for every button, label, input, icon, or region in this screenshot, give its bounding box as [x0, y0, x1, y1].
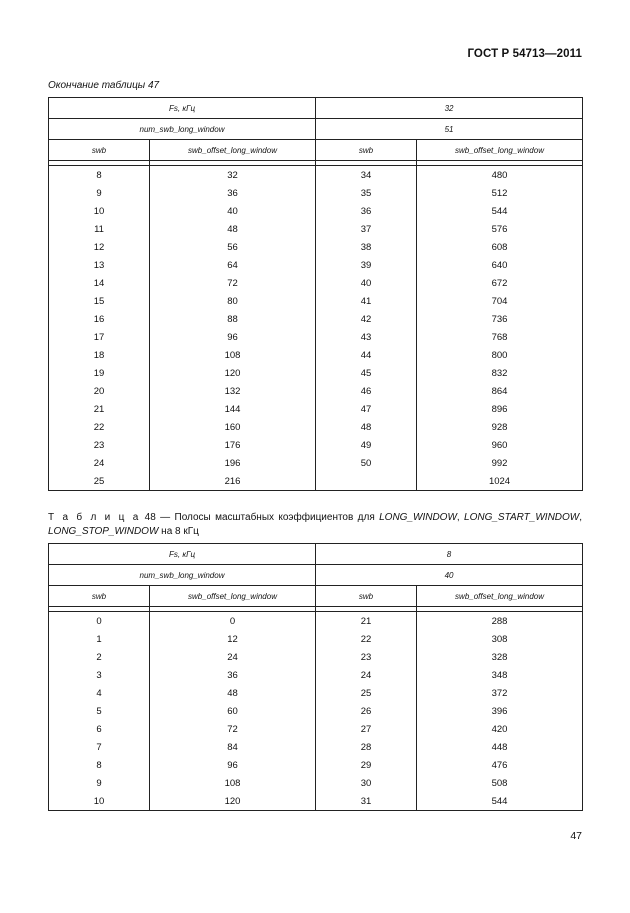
offset-cell: 960	[417, 436, 583, 454]
caption-separator: ,	[579, 512, 583, 523]
table-row	[49, 792, 583, 811]
offset-cell: 56	[150, 238, 316, 256]
table-row	[49, 364, 583, 382]
swb-cell: 22	[49, 418, 150, 436]
offset-cell: 48	[150, 684, 316, 702]
swb-cell: 37	[316, 220, 417, 238]
document-code: ГОСТ Р 54713—2011	[467, 48, 582, 60]
swb-cell: 23	[316, 648, 417, 666]
swb-cell: 44	[316, 346, 417, 364]
offset-cell: 36	[150, 184, 316, 202]
fs-value-cell: 8	[316, 544, 583, 565]
offset-cell: 864	[417, 382, 583, 400]
offset-cell: 120	[150, 364, 316, 382]
table-48	[48, 543, 583, 811]
swb-cell: 15	[49, 292, 150, 310]
table-row	[49, 666, 583, 684]
swb-cell: 8	[49, 166, 150, 185]
offset-cell: 0	[150, 612, 316, 631]
offset-cell: 80	[150, 292, 316, 310]
table-row	[49, 382, 583, 400]
table-row	[49, 454, 583, 472]
swb-cell: 35	[316, 184, 417, 202]
offset-cell: 672	[417, 274, 583, 292]
swb-cell: 1	[49, 630, 150, 648]
swb-cell: 47	[316, 400, 417, 418]
offset-cell: 64	[150, 256, 316, 274]
offset-cell: 120	[150, 792, 316, 811]
swb-cell: 16	[49, 310, 150, 328]
swb-cell: 46	[316, 382, 417, 400]
offset-cell: 96	[150, 328, 316, 346]
offset-cell: 768	[417, 328, 583, 346]
table-row	[49, 310, 583, 328]
swb-cell: 43	[316, 328, 417, 346]
num-swb-value-cell: 40	[316, 565, 583, 586]
table-row	[49, 400, 583, 418]
swb-cell: 21	[49, 400, 150, 418]
caption-term-long-window: LONG_WINDOW	[379, 512, 457, 523]
swb-cell: 38	[316, 238, 417, 256]
column-header-offset: swb_offset_long_window	[417, 586, 583, 607]
swb-cell: 12	[49, 238, 150, 256]
offset-cell: 576	[417, 220, 583, 238]
table-row	[49, 684, 583, 702]
offset-cell: 196	[150, 454, 316, 472]
table-48-body	[49, 612, 583, 811]
offset-cell: 108	[150, 774, 316, 792]
offset-cell: 800	[417, 346, 583, 364]
table-row	[49, 756, 583, 774]
swb-cell: 26	[316, 702, 417, 720]
table-row	[49, 274, 583, 292]
column-header-offset: swb_offset_long_window	[150, 586, 316, 607]
swb-cell: 40	[316, 274, 417, 292]
swb-cell: 20	[49, 382, 150, 400]
table-47	[48, 97, 583, 491]
swb-cell: 34	[316, 166, 417, 185]
column-header-swb: swb	[49, 140, 150, 161]
column-header-offset: swb_offset_long_window	[150, 140, 316, 161]
offset-cell: 396	[417, 702, 583, 720]
swb-cell	[316, 472, 417, 491]
swb-cell: 17	[49, 328, 150, 346]
table-row	[49, 184, 583, 202]
caption-term-long-start-window: LONG_START_WINDOW	[464, 512, 580, 523]
table-row	[49, 738, 583, 756]
offset-cell: 992	[417, 454, 583, 472]
offset-cell: 736	[417, 310, 583, 328]
offset-cell: 84	[150, 738, 316, 756]
caption-suffix: на 8 кГц	[158, 526, 199, 537]
fs-label-cell: Fs, кГц	[49, 98, 316, 119]
offset-cell: 448	[417, 738, 583, 756]
fs-value-cell: 32	[316, 98, 583, 119]
offset-cell: 508	[417, 774, 583, 792]
caption-prefix: Т а б л и ц а	[48, 512, 141, 523]
offset-cell: 328	[417, 648, 583, 666]
offset-cell: 36	[150, 666, 316, 684]
swb-cell: 19	[49, 364, 150, 382]
offset-cell: 108	[150, 346, 316, 364]
offset-cell: 928	[417, 418, 583, 436]
offset-cell: 40	[150, 202, 316, 220]
swb-cell: 11	[49, 220, 150, 238]
table-row	[49, 472, 583, 491]
swb-cell: 18	[49, 346, 150, 364]
offset-cell: 24	[150, 648, 316, 666]
table-row	[49, 630, 583, 648]
swb-cell: 4	[49, 684, 150, 702]
offset-cell: 476	[417, 756, 583, 774]
offset-cell: 608	[417, 238, 583, 256]
swb-cell: 48	[316, 418, 417, 436]
offset-cell: 88	[150, 310, 316, 328]
caption-term-long-stop-window: LONG_STOP_WINDOW	[48, 526, 159, 537]
table-row	[49, 774, 583, 792]
table-row	[49, 720, 583, 738]
table-row	[49, 346, 583, 364]
column-header-swb: swb	[316, 586, 417, 607]
swb-cell: 21	[316, 612, 417, 631]
page-number: 47	[570, 830, 582, 842]
offset-cell: 96	[150, 756, 316, 774]
swb-cell: 36	[316, 202, 417, 220]
offset-cell: 832	[417, 364, 583, 382]
swb-cell: 9	[49, 774, 150, 792]
caption-separator: ,	[456, 512, 465, 523]
swb-cell: 10	[49, 792, 150, 811]
swb-cell: 0	[49, 612, 150, 631]
swb-cell: 41	[316, 292, 417, 310]
column-header-swb: swb	[316, 140, 417, 161]
offset-cell: 544	[417, 202, 583, 220]
offset-cell: 896	[417, 400, 583, 418]
table-row	[49, 702, 583, 720]
offset-cell: 420	[417, 720, 583, 738]
swb-cell: 29	[316, 756, 417, 774]
offset-cell: 144	[150, 400, 316, 418]
offset-cell: 704	[417, 292, 583, 310]
offset-cell: 176	[150, 436, 316, 454]
column-header-swb: swb	[49, 586, 150, 607]
swb-cell: 2	[49, 648, 150, 666]
table-row	[49, 436, 583, 454]
offset-cell: 308	[417, 630, 583, 648]
swb-cell: 42	[316, 310, 417, 328]
swb-cell: 30	[316, 774, 417, 792]
swb-cell: 9	[49, 184, 150, 202]
offset-cell: 12	[150, 630, 316, 648]
offset-cell: 132	[150, 382, 316, 400]
offset-cell: 544	[417, 792, 583, 811]
swb-cell: 22	[316, 630, 417, 648]
table-row	[49, 292, 583, 310]
swb-cell: 14	[49, 274, 150, 292]
caption-number: 48	[144, 512, 156, 523]
column-header-offset: swb_offset_long_window	[417, 140, 583, 161]
offset-cell: 160	[150, 418, 316, 436]
swb-cell: 49	[316, 436, 417, 454]
offset-cell: 640	[417, 256, 583, 274]
offset-cell: 348	[417, 666, 583, 684]
offset-cell: 480	[417, 166, 583, 185]
table-row	[49, 202, 583, 220]
swb-cell: 45	[316, 364, 417, 382]
swb-cell: 24	[316, 666, 417, 684]
swb-cell: 23	[49, 436, 150, 454]
swb-cell: 13	[49, 256, 150, 274]
offset-cell: 60	[150, 702, 316, 720]
table-48-caption	[48, 511, 582, 539]
table-row	[49, 238, 583, 256]
table-row	[49, 648, 583, 666]
swb-cell: 50	[316, 454, 417, 472]
swb-cell: 8	[49, 756, 150, 774]
table-row	[49, 220, 583, 238]
offset-cell: 372	[417, 684, 583, 702]
table-47-caption: Окончание таблицы 47	[48, 80, 160, 91]
swb-cell: 31	[316, 792, 417, 811]
table-row	[49, 256, 583, 274]
offset-cell: 48	[150, 220, 316, 238]
swb-cell: 3	[49, 666, 150, 684]
swb-cell: 5	[49, 702, 150, 720]
offset-cell: 72	[150, 274, 316, 292]
offset-cell: 1024	[417, 472, 583, 491]
table-47-body	[49, 166, 583, 491]
swb-cell: 10	[49, 202, 150, 220]
table-row	[49, 166, 583, 185]
swb-cell: 7	[49, 738, 150, 756]
table-row	[49, 328, 583, 346]
caption-text: — Полосы масштабных коэффициентов для	[155, 512, 380, 523]
table-row	[49, 612, 583, 631]
offset-cell: 288	[417, 612, 583, 631]
swb-cell: 6	[49, 720, 150, 738]
swb-cell: 25	[316, 684, 417, 702]
swb-cell: 27	[316, 720, 417, 738]
offset-cell: 512	[417, 184, 583, 202]
swb-cell: 24	[49, 454, 150, 472]
offset-cell: 32	[150, 166, 316, 185]
num-swb-value-cell: 51	[316, 119, 583, 140]
table-row	[49, 418, 583, 436]
fs-label-cell: Fs, кГц	[49, 544, 316, 565]
swb-cell: 25	[49, 472, 150, 491]
swb-cell: 39	[316, 256, 417, 274]
offset-cell: 216	[150, 472, 316, 491]
num-swb-label-cell: num_swb_long_window	[49, 565, 316, 586]
offset-cell: 72	[150, 720, 316, 738]
num-swb-label-cell: num_swb_long_window	[49, 119, 316, 140]
swb-cell: 28	[316, 738, 417, 756]
